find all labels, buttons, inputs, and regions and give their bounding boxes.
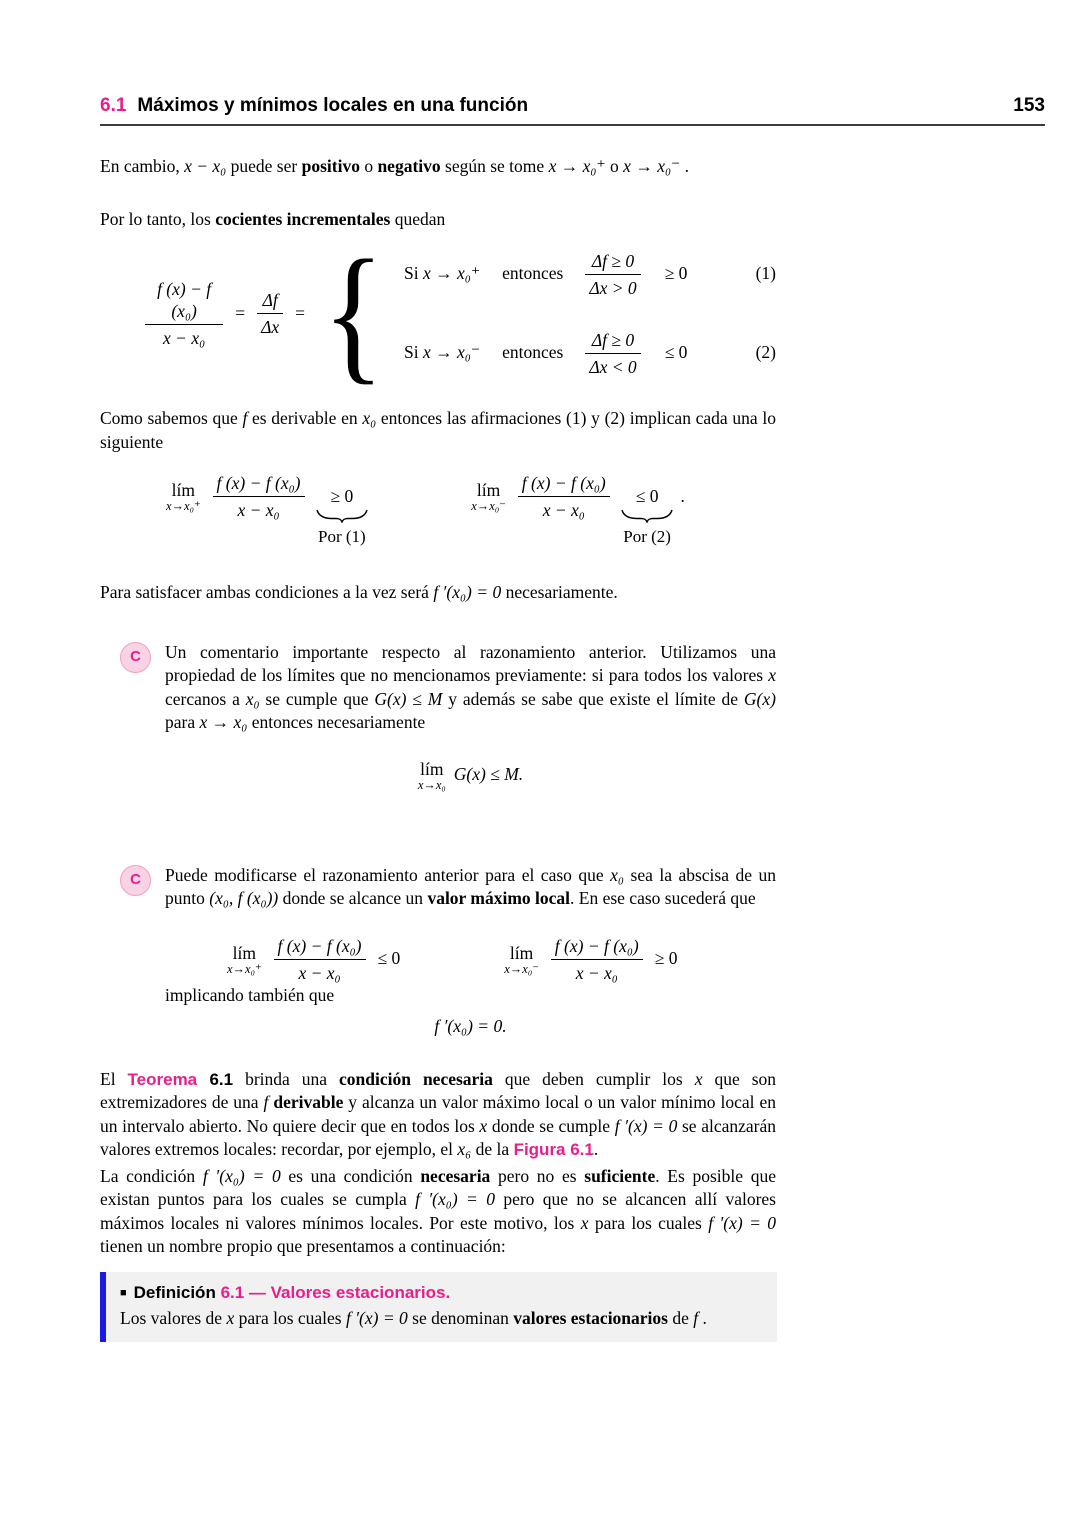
section-heading xyxy=(100,95,528,116)
case-relation: ≤ 0 xyxy=(664,342,688,363)
fraction-case-1: $\frac{\Delta f \ge 0}{\Delta x > 0}$ xyxy=(585,250,640,299)
text-segment: f ′(x₀) = 0 xyxy=(433,582,502,603)
text-segment: . Es posible que existan puntos para los cuales se cumpla xyxy=(100,1165,777,1210)
limit-operator: lím x→x₀⁻ xyxy=(504,942,539,976)
text-segment: x xyxy=(580,1212,589,1233)
text-segment: de la xyxy=(471,1139,514,1160)
case-relation: ≥ 0 xyxy=(664,263,688,284)
section-title: Máximos y mínimos locales en una función xyxy=(137,95,529,116)
text-segment: x → x₀⁺ xyxy=(548,156,606,176)
text-segment: suficiente xyxy=(584,1165,656,1186)
text-segment: f xyxy=(263,1092,269,1113)
comment-box-2 xyxy=(100,864,776,1039)
text-segment: f ′(x₀) = 0 xyxy=(415,1189,495,1210)
limit-right xyxy=(504,935,677,984)
text-segment: f xyxy=(242,408,248,429)
text-segment: f ′(x) = 0 xyxy=(345,1307,408,1328)
underbrace-icon xyxy=(621,509,673,523)
text-segment: f xyxy=(693,1307,699,1328)
equation-tag-1: (1) xyxy=(755,263,776,284)
limit-operator: lím x→x₀⁺ xyxy=(166,480,201,514)
underbrace-label: Por (2) xyxy=(623,526,671,546)
text-segment: Puede modificarse el razonamiento anterior para el caso que xyxy=(165,864,611,885)
equation-tag-2: (2) xyxy=(755,342,776,363)
relation-with-underbrace: ≤ 0 Por (2) xyxy=(636,485,659,509)
text-segment: negativo xyxy=(377,156,441,176)
paragraph-teorema xyxy=(100,1068,776,1162)
paragraph-en-cambio xyxy=(100,155,776,179)
text-segment: . xyxy=(593,1139,599,1160)
text-segment: x₆ xyxy=(457,1139,472,1160)
text-segment: x₀ xyxy=(362,408,377,429)
definition-number-title: 6.1 — Valores estacionarios. xyxy=(220,1282,451,1302)
fraction-difference-quotient: $\frac{\text{f (x) − f (x₀)}}{\text{x − x₀}}$ xyxy=(551,935,643,984)
text-segment: (x₀, f (x₀)) xyxy=(209,888,279,909)
text-segment: puede ser xyxy=(226,156,302,176)
limit-left xyxy=(227,935,400,984)
text-segment: x − x₀ xyxy=(184,156,227,176)
comment-text xyxy=(165,864,776,911)
case-row-1 xyxy=(404,250,776,299)
text-segment: derivable xyxy=(273,1092,344,1113)
text-segment: es una condición xyxy=(280,1165,421,1186)
text-segment: Como sabemos que xyxy=(100,408,243,429)
fraction-case-2: $\frac{\Delta f \ge 0}{\Delta x < 0}$ xyxy=(585,329,640,378)
text-segment: para xyxy=(165,712,200,733)
comment-body xyxy=(165,641,776,792)
text-segment: Teorema xyxy=(127,1069,198,1089)
limit-left xyxy=(166,472,366,546)
text-segment: pero no es xyxy=(490,1165,585,1186)
text-segment: y además se sabe que existe el límite de xyxy=(442,688,744,709)
paragraph-por-lo-tanto xyxy=(100,208,776,232)
text-segment: x xyxy=(479,1115,488,1136)
text-segment: La condición xyxy=(100,1165,203,1186)
square-bullet-icon: ■ xyxy=(120,1286,127,1299)
text-segment: cercanos a xyxy=(165,688,246,709)
text-segment: donde se cumple xyxy=(487,1115,615,1136)
text-segment: que son extremizadores de una xyxy=(100,1068,777,1113)
equation-period: . xyxy=(680,485,685,506)
text-segment: o xyxy=(359,156,378,176)
text-segment: condición necesaria xyxy=(339,1068,493,1089)
text-segment: tienen un nombre propio que presentamos a continuación: xyxy=(100,1236,506,1257)
text-segment: Por lo tanto, los xyxy=(100,208,216,229)
text-segment: valores estacionarios xyxy=(513,1307,668,1328)
text-segment: x xyxy=(768,665,776,686)
text-segment: positivo xyxy=(301,156,360,176)
text-segment: . En ese caso sucederá que xyxy=(570,888,756,909)
text-segment: y alcanza un valor máximo local o un valor mínimo local en un intervalo abierto. No quiere decir que en todos los xyxy=(100,1092,776,1136)
comment-text xyxy=(165,641,776,735)
text-segment: se denominan xyxy=(407,1307,514,1328)
text-segment: Figura 6.1 xyxy=(513,1140,594,1160)
text-segment: cocientes incrementales xyxy=(215,208,391,229)
equation-body: G(x) ≤ M. xyxy=(453,764,524,785)
body-column xyxy=(100,155,776,1342)
section-number: 6.1 xyxy=(100,95,127,116)
text-segment: En cambio, xyxy=(100,156,185,176)
text-segment: o xyxy=(605,156,624,176)
definition-box xyxy=(100,1272,777,1343)
text-segment: sea la abscisa de un punto xyxy=(165,864,776,909)
text-segment: es derivable en xyxy=(247,408,363,429)
text-segment: para los cuales xyxy=(234,1307,346,1328)
comment-icon: C xyxy=(120,865,151,896)
limit-operator: lím x→x₀⁻ xyxy=(471,480,506,514)
text-segment: que deben cumplir los xyxy=(492,1068,695,1089)
text-segment: f ′(x) = 0 xyxy=(708,1212,776,1233)
running-head xyxy=(100,95,1045,126)
equals-sign: = xyxy=(235,302,246,323)
text-segment: x xyxy=(694,1068,703,1089)
paragraph-para-satisfacer xyxy=(100,581,776,605)
comment-implying-text: implicando también que xyxy=(165,984,335,1005)
text-segment: necesariamente. xyxy=(501,582,618,603)
text-segment: quedan xyxy=(390,208,446,229)
text-segment: 6.1 xyxy=(197,1069,234,1089)
text-segment: Los valores de xyxy=(120,1307,227,1328)
text-segment: se alcanzarán valores extremos locales: recordar, por ejemplo, el xyxy=(100,1115,777,1160)
limit-operator: lím x→x₀ xyxy=(417,758,446,792)
text-segment: valor máximo local xyxy=(427,888,571,909)
text-segment: f ′(x₀) = 0 xyxy=(202,1165,281,1186)
text-segment: entonces las afirmaciones (1) y (2) implican cada una lo siguiente xyxy=(100,408,776,452)
text-segment: de xyxy=(667,1307,694,1328)
case-row-2 xyxy=(404,329,776,378)
paragraph-la-condicion xyxy=(100,1165,776,1259)
fraction-difference-quotient: $\frac{\text{f (x) − f (x₀)}}{\text{x − x₀}}$ xyxy=(145,278,223,349)
text-segment: x → x₀⁻ xyxy=(623,156,681,176)
fraction-difference-quotient: $\frac{\text{f (x) − f (x₀)}}{\text{x − x₀}}$ xyxy=(274,935,366,984)
text-segment: . xyxy=(698,1307,707,1328)
case-condition: Si x → x₀⁺ xyxy=(404,263,481,284)
text-segment: f ′(x) = 0 xyxy=(614,1115,678,1136)
fraction-difference-quotient: $\frac{\text{f (x) − f (x₀)}}{\text{x − x₀}}$ xyxy=(213,472,305,521)
text-segment: entonces necesariamente xyxy=(247,712,426,733)
limit-operator: lím x→x₀⁺ xyxy=(227,942,262,976)
comment-box-1 xyxy=(100,641,776,792)
comment-body xyxy=(165,864,776,1039)
fraction-delta: $\frac{\Delta f}{\Delta x}$ xyxy=(257,289,283,338)
text-segment: necesaria xyxy=(420,1165,491,1186)
paragraph-como-sabemos xyxy=(100,407,776,454)
text-segment: x xyxy=(226,1307,235,1328)
equation-limit-bounded xyxy=(165,759,776,792)
case-entonces: entonces xyxy=(502,263,564,284)
definition-title xyxy=(120,1281,761,1305)
text-segment: x₀ xyxy=(245,688,260,709)
definition-text xyxy=(120,1307,761,1331)
relation: ≤ 0 xyxy=(377,948,401,969)
text-segment: se cumple que xyxy=(259,688,375,709)
text-segment: G(x) ≤ M xyxy=(374,688,443,709)
text-segment: para los cuales xyxy=(588,1212,709,1233)
text-segment: x → x₀ xyxy=(199,712,248,733)
text-segment: . xyxy=(680,156,690,176)
relation-with-underbrace: ≥ 0 Por (1) xyxy=(331,485,354,509)
cases-brace: { xyxy=(322,229,385,397)
relation: ≥ 0 xyxy=(654,948,678,969)
equation-incremental-quotients xyxy=(100,229,776,397)
page-number: 153 xyxy=(1013,95,1045,116)
equation-max-limits xyxy=(165,935,776,984)
cases-rows xyxy=(404,250,776,378)
comment-icon: C xyxy=(120,642,151,673)
text-segment: G(x) xyxy=(743,688,776,709)
text-segment: según se tome xyxy=(440,156,549,176)
fraction-difference-quotient: $\frac{\text{f (x) − f (x₀)}}{\text{x − x₀}}$ xyxy=(518,472,610,521)
text-segment: El xyxy=(100,1068,128,1089)
case-entonces: entonces xyxy=(502,342,564,363)
equation-derivative-zero: f ′(x₀) = 0. xyxy=(434,1016,507,1037)
text-segment: pero que no se alcancen allí valores máximos locales ni valores mínimos locales. Por este motivo, los xyxy=(100,1189,776,1233)
definition-label: Definición xyxy=(133,1282,216,1302)
text-segment: Un comentario importante respecto al razonamiento anterior. Utilizamos una propiedad de los límites que no mencionamos previamente: si para todos los valores xyxy=(165,641,776,686)
limit-right xyxy=(471,472,685,546)
equation-one-sided-limits xyxy=(100,472,776,577)
text-segment: donde se alcance un xyxy=(278,888,428,909)
text-segment: x₀ xyxy=(610,864,625,885)
underbrace-icon xyxy=(316,509,368,523)
equals-sign: = xyxy=(295,302,306,323)
text-segment: brinda una xyxy=(233,1068,340,1089)
case-condition: Si x → x₀⁻ xyxy=(404,342,481,363)
text-segment: Para satisfacer ambas condiciones a la vez será xyxy=(100,582,434,603)
underbrace-label: Por (1) xyxy=(318,526,366,546)
